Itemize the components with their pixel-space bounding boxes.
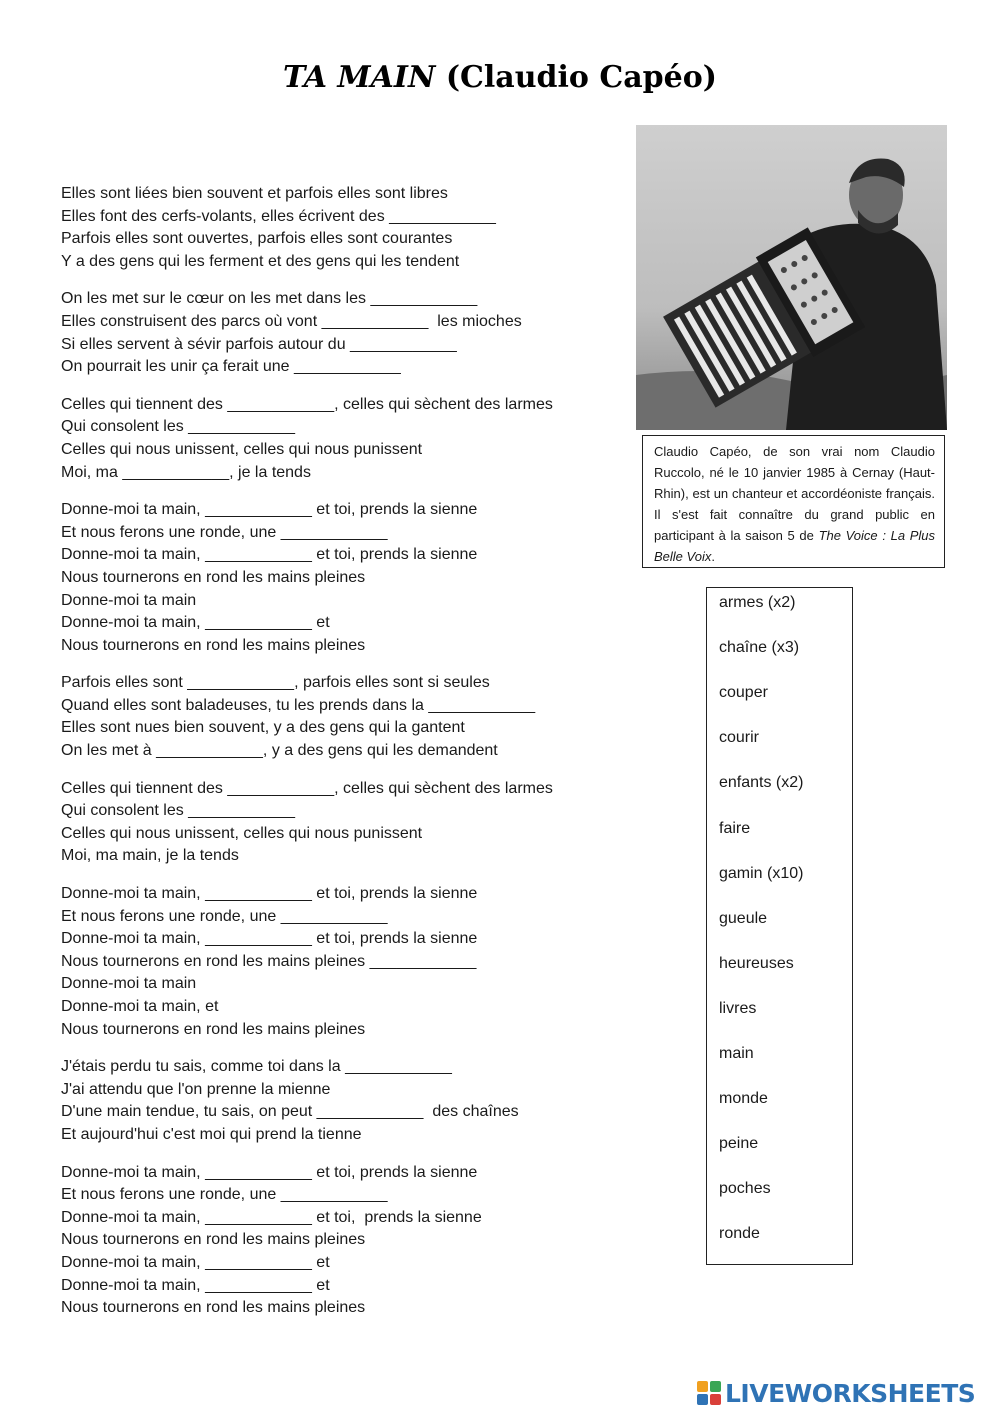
word-bank-item: enfants (x2) [719, 774, 804, 792]
lyric-line: Celles qui tiennent des ____________, celles qui sèchent des larmes [61, 395, 553, 413]
lyric-line: Y a des gens qui les ferment et des gens qui les tendent [61, 252, 460, 270]
artist-photo [636, 125, 947, 430]
liveworksheets-logo-icon [697, 1380, 723, 1406]
stanza [61, 778, 621, 868]
word-bank-item: chaîne (x3) [719, 639, 800, 657]
artist-caption [642, 435, 945, 568]
lyric-line: Elles font des cerfs-volants, elles écrivent des ____________ [61, 207, 496, 225]
lyric-line: Celles qui tiennent des ____________, celles qui sèchent des larmes [61, 779, 553, 797]
lyric-line: Et aujourd'hui c'est moi qui prend la tienne [61, 1125, 362, 1143]
song-title: TA MAIN [283, 60, 436, 95]
lyric-line: Elles construisent des parcs où vont ____________ les mioches [61, 312, 522, 330]
lyric-line: Donne-moi ta main, ____________ et [61, 1253, 330, 1271]
lyric-line: Si elles servent à sévir parfois autour du ____________ [61, 335, 457, 353]
lyric-line: Donne-moi ta main, ____________ et toi, prends la sienne [61, 885, 478, 903]
word-bank-item: courir [719, 729, 760, 747]
lyric-line: Donne-moi ta main [61, 975, 197, 993]
word-bank-item: ronde [719, 1225, 760, 1243]
lyric-line: Elles sont liées bien souvent et parfois elles sont libres [61, 185, 448, 202]
caption-text: Claudio Capéo, de son vrai nom Claudio Ruccolo, né le 10 janvier 1985 à Cernay (Haut-Rhin), est un chanteur et accordéoniste français. Il s'est fait connaître du grand public en participant à la saison 5 de [654, 444, 935, 543]
artist-name: (Claudio Capéo) [435, 60, 717, 95]
word-bank-item: main [719, 1045, 754, 1062]
lyric-line: Et nous ferons une ronde, une ____________ [61, 523, 388, 541]
word-bank-item: couper [719, 684, 768, 702]
word-bank-item: livres [719, 999, 757, 1017]
lyric-line: Nous tournerons en rond les mains pleines [61, 1020, 366, 1038]
stanza [61, 883, 621, 1041]
word-bank [706, 587, 853, 1265]
page-title [0, 60, 1000, 95]
stanza [61, 672, 621, 762]
lyrics [61, 183, 621, 1335]
lyric-line: J'ai attendu que l'on prenne la mienne [61, 1080, 331, 1098]
lyric-line: Et nous ferons une ronde, une ____________ [61, 1186, 388, 1204]
logo-text: LIVEWORKSHEETS [725, 1378, 976, 1408]
lyric-line: Qui consolent les ____________ [61, 418, 295, 436]
stanza [61, 499, 621, 657]
word-bank-item: heureuses [719, 954, 794, 972]
lyric-line: D'une main tendue, tu sais, on peut ____________ des chaînes [61, 1103, 519, 1121]
word-bank-item: monde [719, 1090, 768, 1108]
lyric-line: On pourrait les unir ça ferait une ____________ [61, 358, 401, 376]
lyric-line: Donne-moi ta main [61, 591, 197, 609]
lyric-line: Qui consolent les ____________ [61, 802, 295, 820]
word-bank-item: poches [719, 1180, 771, 1198]
lyric-line: Donne-moi ta main, ____________ et toi, prends la sienne [61, 930, 478, 948]
lyric-line: Donne-moi ta main, et [61, 998, 219, 1015]
lyric-line: Nous tournerons en rond les mains pleines ____________ [61, 952, 477, 970]
lyric-line: Nous tournerons en rond les mains pleines [61, 1299, 366, 1317]
caption-show: The Voice : La Plus Belle Voix [654, 528, 935, 564]
lyric-line: Nous tournerons en rond les mains pleines [61, 568, 366, 586]
lyric-line: Donne-moi ta main, ____________ et toi, prends la sienne [61, 1208, 482, 1226]
lyric-line: Donne-moi ta main, ____________ et [61, 1276, 330, 1294]
lyric-line: Moi, ma main, je la tends [61, 847, 239, 865]
lyric-line: Quand elles sont baladeuses, tu les prends dans la ____________ [61, 696, 536, 714]
lyric-line: Celles qui nous unissent, celles qui nous punissent [61, 824, 423, 842]
lyric-line: Elles sont nues bien souvent, y a des gens qui la gantent [61, 719, 465, 737]
word-bank-item: faire [719, 819, 751, 837]
lyric-line: Donne-moi ta main, ____________ et [61, 614, 330, 632]
stanza [61, 288, 621, 378]
lyric-line: Nous tournerons en rond les mains pleines [61, 1231, 366, 1249]
lyric-line: On les met à ____________, y a des gens qui les demandent [61, 742, 498, 760]
lyric-line: Donne-moi ta main, ____________ et toi, prends la sienne [61, 546, 478, 564]
lyric-line: Et nous ferons une ronde, une ____________ [61, 907, 388, 925]
liveworksheets-logo[interactable] [697, 1378, 975, 1408]
lyric-line: Moi, ma ____________, je la tends [61, 463, 311, 481]
lyric-line: J'étais perdu tu sais, comme toi dans la ____________ [61, 1058, 452, 1076]
lyric-line: Celles qui nous unissent, celles qui nous punissent [61, 440, 423, 458]
lyric-line: Parfois elles sont ____________, parfois elles sont si seules [61, 674, 490, 692]
lyric-line: Donne-moi ta main, ____________ et toi, prends la sienne [61, 1163, 478, 1181]
word-bank-item: gueule [719, 909, 768, 927]
stanza [61, 394, 621, 484]
word-bank-item: peine [719, 1135, 759, 1153]
lyric-line: On les met sur le cœur on les met dans les ____________ [61, 290, 478, 308]
caption-end: . [711, 549, 715, 564]
lyric-line: Donne-moi ta main, ____________ et toi, prends la sienne [61, 501, 478, 519]
word-bank-item: gamin (x10) [719, 864, 804, 882]
lyric-line: Parfois elles sont ouvertes, parfois elles sont courantes [61, 230, 453, 248]
stanza [61, 1162, 621, 1320]
word-bank-item: armes (x2) [719, 594, 796, 611]
stanza [61, 183, 621, 273]
lyric-line: Nous tournerons en rond les mains pleines [61, 636, 366, 654]
stanza [61, 1056, 621, 1146]
